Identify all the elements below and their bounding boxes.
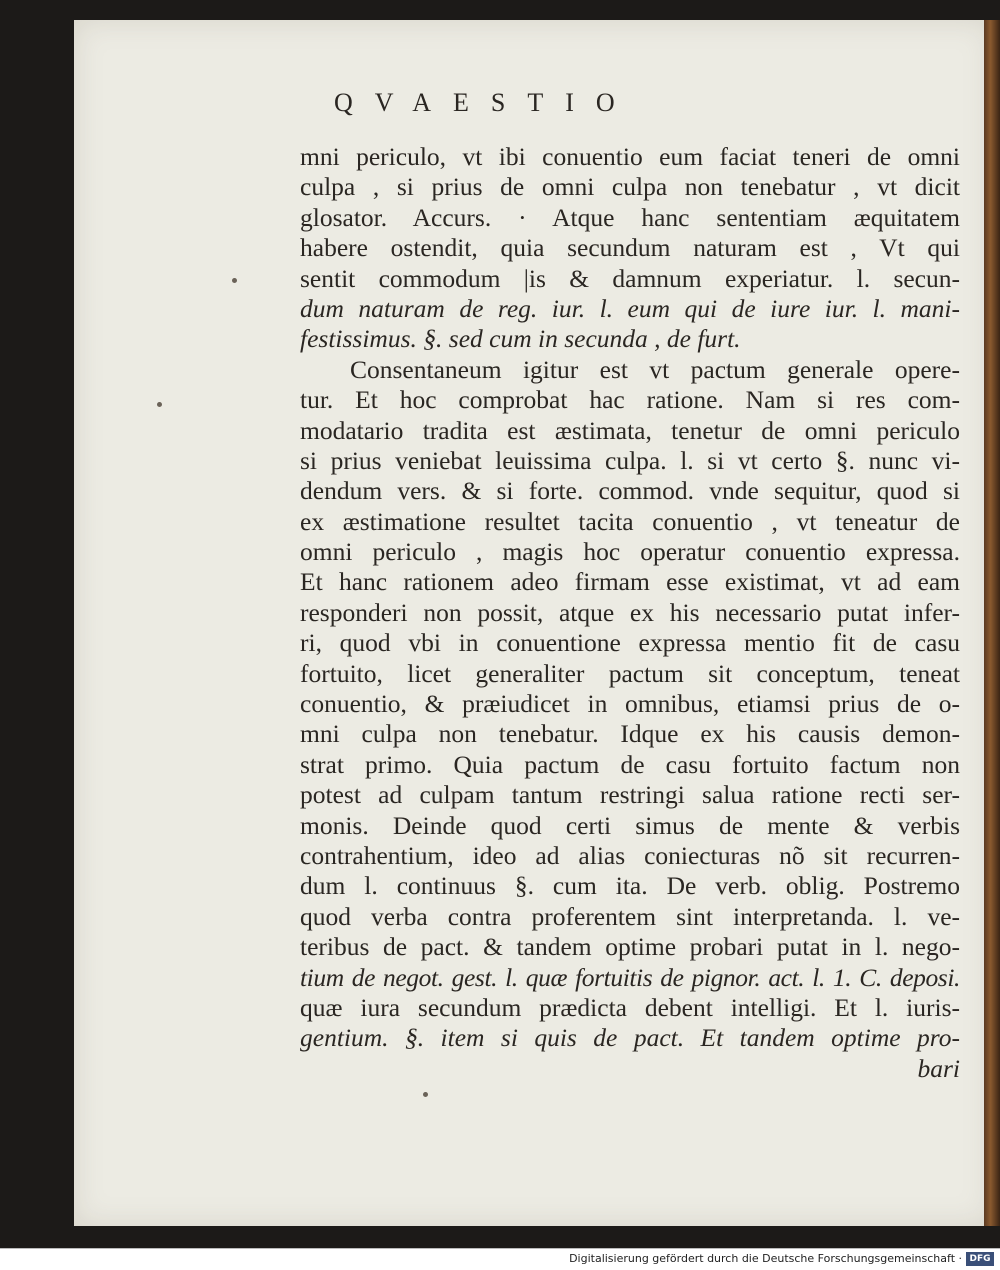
body-text (300, 142, 960, 1084)
book-page (74, 20, 992, 1226)
text-line: dum l. continuus §. cum ita. De verb. oblig. Postremo (300, 871, 960, 901)
text-line: ex æstimatione resultet tacita conuentio , vt teneatur de (300, 506, 960, 536)
text-line: tur. Et hoc comprobat hac ratione. Nam si res com- (300, 385, 960, 415)
text-line: quod verba contra proferentem sint interpretanda. l. ve- (300, 901, 960, 931)
text-line: conuentio, & præiudicet in omnibus, etiamsi prius de o- (300, 689, 960, 719)
book-edge (984, 20, 1000, 1226)
text-line: fortuito, licet generaliter pactum sit conceptum, teneat (300, 658, 960, 688)
running-header: QVAESTIO (334, 88, 637, 117)
text-line: contrahentium, ideo ad alias coniecturas nõ sit recurren- (300, 840, 960, 870)
text-line: ri, quod vbi in conuentione expressa mentio fit de casu (300, 628, 960, 658)
text-line: monis. Deinde quod certi simus de mente & verbis (300, 810, 960, 840)
text-line: gentium. §. item si quis de pact. Et tandem optime pro- (300, 1023, 960, 1053)
text-line: quæ iura secundum prædicta debent intelligi. Et l. iuris- (300, 992, 960, 1022)
text-line: dum naturam de reg. iur. l. eum qui de iure iur. l. mani- (300, 293, 960, 323)
text-line: dendum vers. & si forte. commod. vnde sequitur, quod si (300, 476, 960, 506)
footer-bar (0, 1248, 1000, 1270)
text-line: potest ad culpam tantum restringi salua ratione recti ser- (300, 780, 960, 810)
footer-credit: Digitalisierung gefördert durch die Deutsche Forschungsgemeinschaft · (569, 1252, 962, 1265)
text-line: sentit commodum |is & damnum experiatur. l. secun- (300, 263, 960, 293)
text-line: habere ostendit, quia secundum naturam est , Vt qui (300, 233, 960, 263)
text-line: Et hanc rationem adeo firmam esse existimat, vt ad eam (300, 567, 960, 597)
dfg-logo: DFG (966, 1252, 994, 1266)
text-line: omni periculo , magis hoc operatur conuentio expressa. (300, 537, 960, 567)
text-line: mni culpa non tenebatur. Idque ex his causis demon- (300, 719, 960, 749)
text-line: teribus de pact. & tandem optime probari putat in l. nego- (300, 932, 960, 962)
text-line: Consentaneum igitur est vt pactum generale opere- (350, 354, 960, 384)
ink-speck (232, 278, 237, 283)
catchword: bari (917, 1053, 960, 1083)
text-line: culpa , si prius de omni culpa non tenebatur , vt dicit (300, 172, 960, 202)
text-line: strat primo. Quia pactum de casu fortuito factum non (300, 749, 960, 779)
text-line: responderi non possit, atque ex his necessario putat infer- (300, 597, 960, 627)
text-line: festissimus. §. sed cum in secunda , de furt. (300, 324, 741, 354)
text-line: glosator. Accurs. · Atque hanc sententiam æquitatem (300, 202, 960, 232)
text-line: modatario tradita est æstimata, tenetur de omni periculo (300, 415, 960, 445)
ink-speck (157, 402, 162, 407)
text-line: mni periculo, vt ibi conuentio eum faciat teneri de omni (300, 142, 960, 171)
text-line: si prius veniebat leuissima culpa. l. si vt certo §. nunc vi- (300, 445, 960, 475)
text-line: tium de negot. gest. l. quæ fortuitis de pignor. act. l. 1. C. deposi. (300, 962, 960, 992)
ink-speck (423, 1092, 428, 1097)
